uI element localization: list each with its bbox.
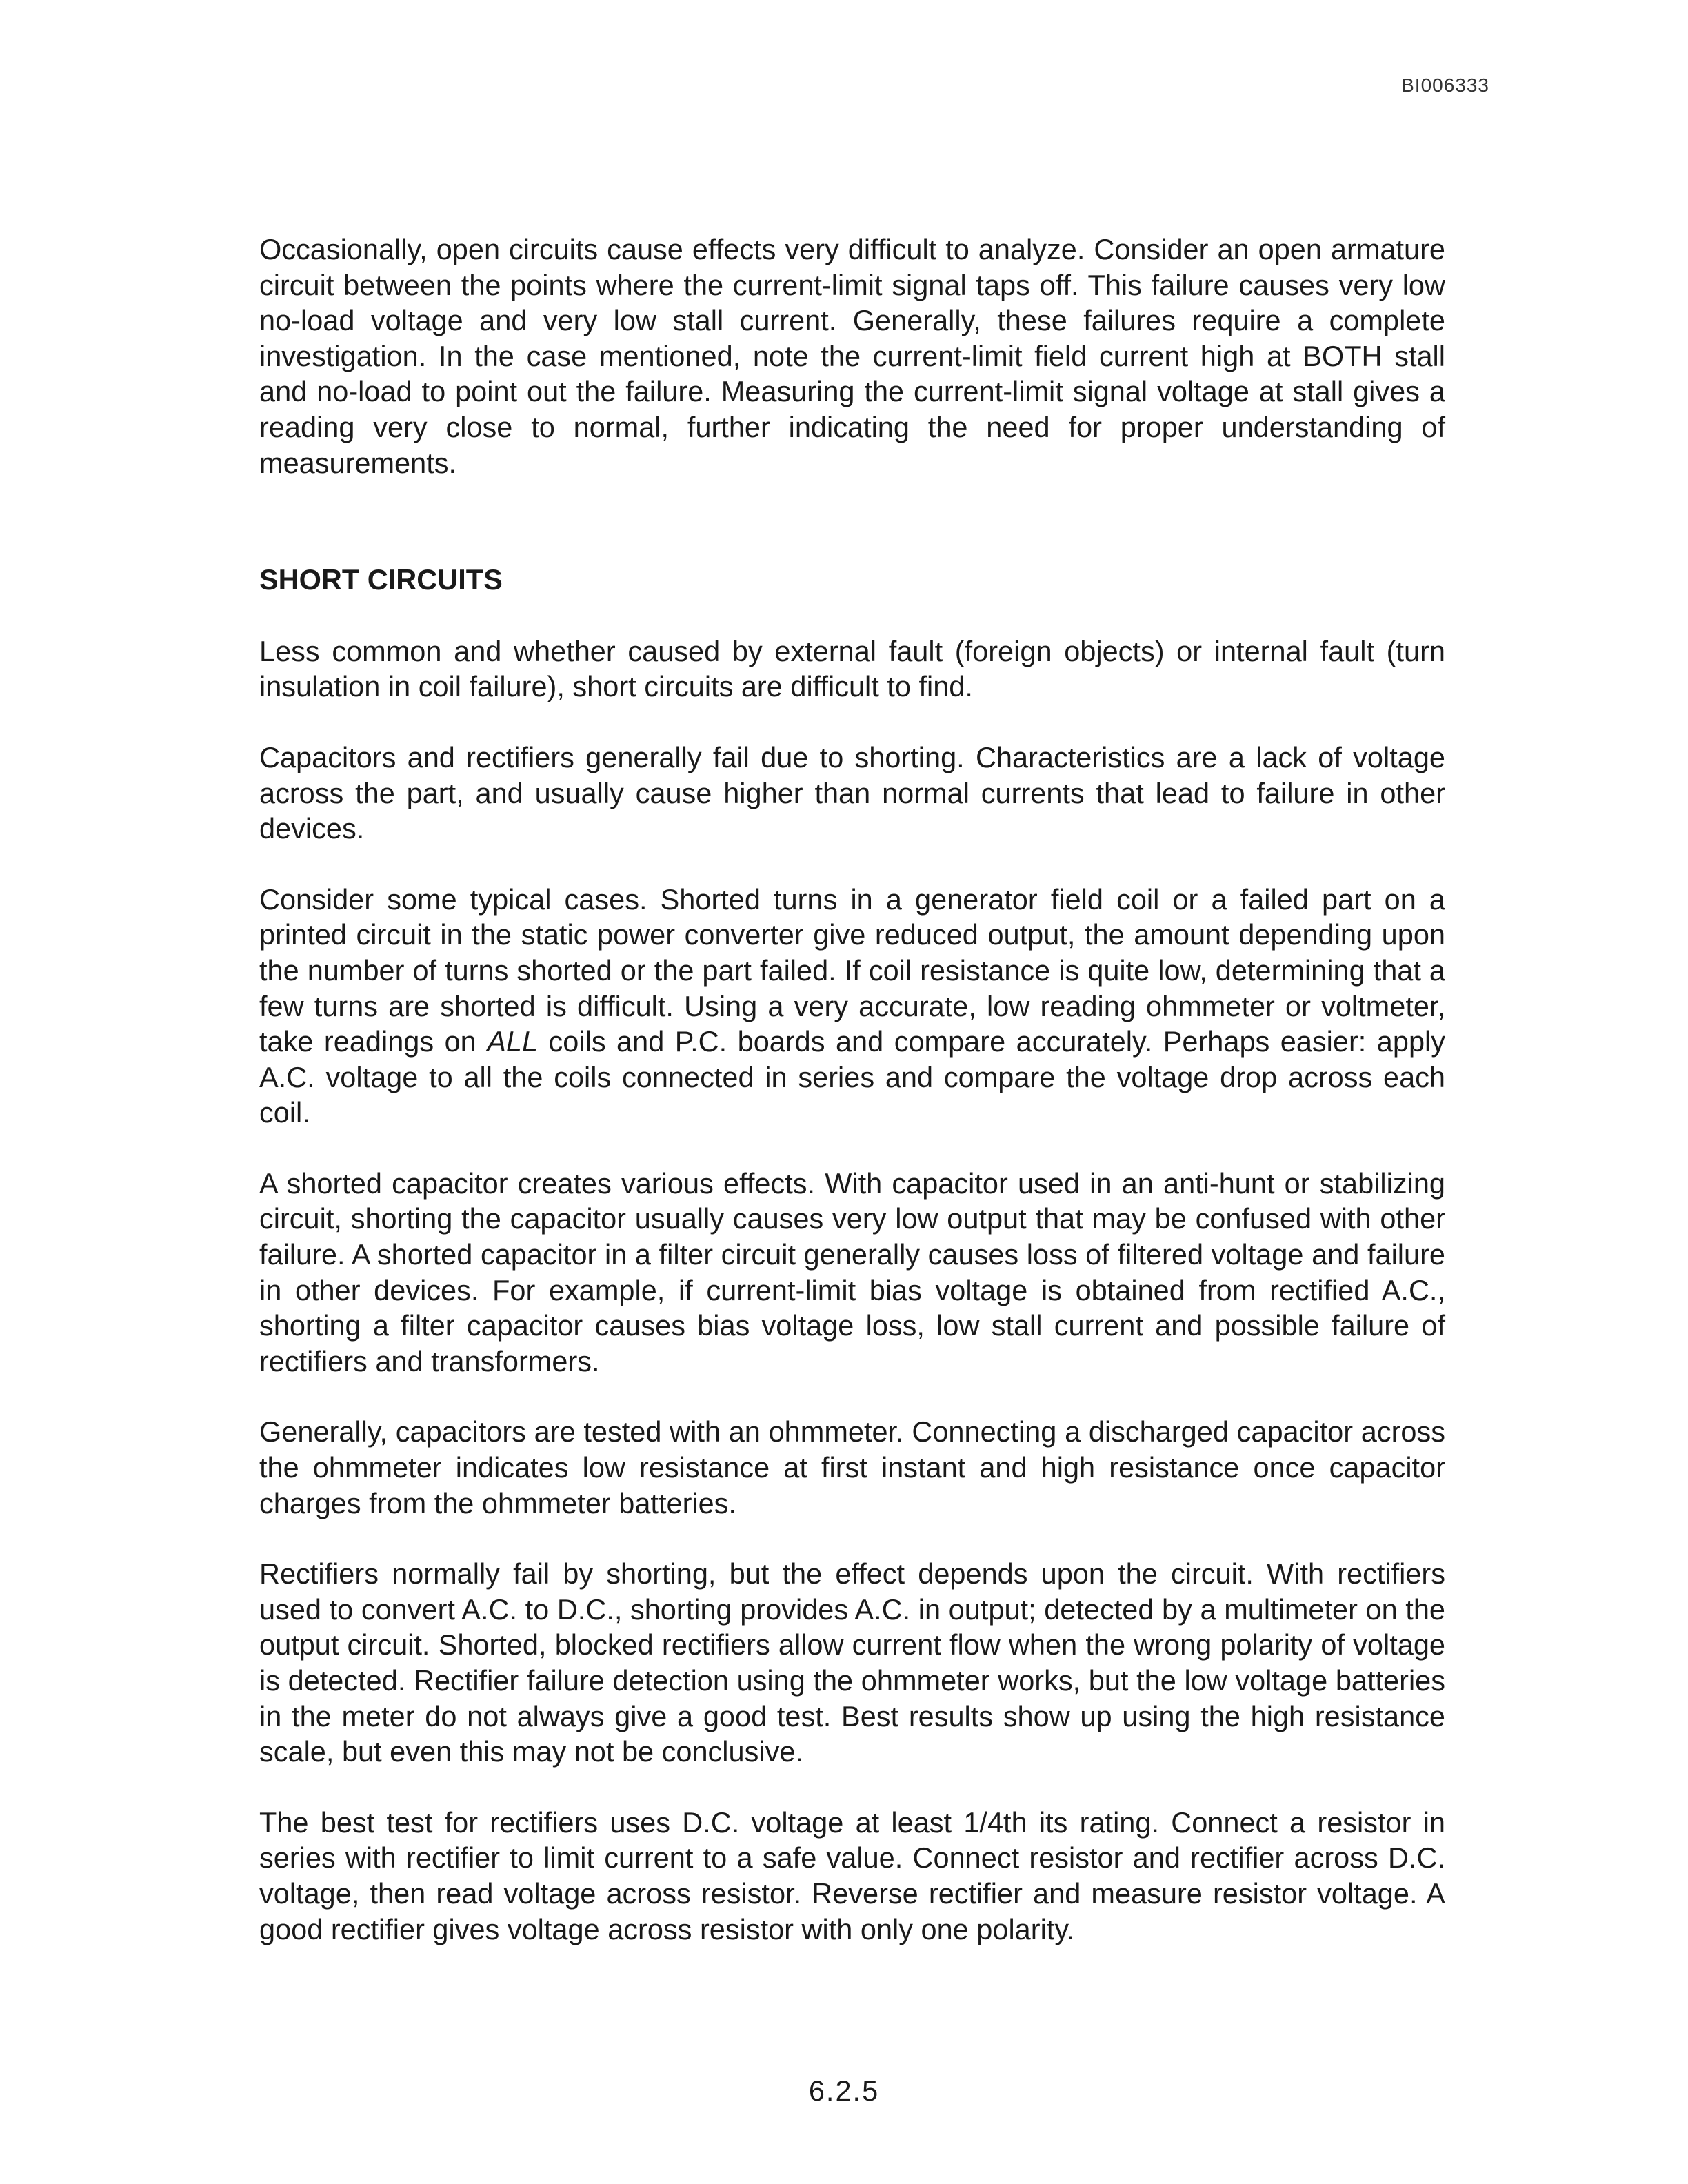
page-body (259, 232, 1445, 1982)
document-id: BI006333 (1401, 74, 1489, 96)
intro-paragraph: Occasionally, open circuits cause effects very difficult to analyze. Consider an open armature circuit between the points where the current-limit signal taps off. This failure causes very low no-load voltage and very low stall current. Generally, these failures require a complete investigation. In the case mentioned, note the current-limit field current high at BOTH stall and no-load to point out the failure. Measuring the current-limit signal voltage at stall gives a reading very close to normal, further indicating the need for proper understanding of measurements. (259, 233, 1445, 479)
paragraph-rectifier-test: The best test for rectifiers uses D.C. voltage at least 1/4th its rating. Connect a resistor in series with rectifier to limit current to a safe value. Connect resistor and rectifier across D.C. voltage, then read voltage across resistor. Reverse rectifier and measure resistor voltage. A good rectifier gives voltage across resistor with only one polarity. (259, 1806, 1445, 1945)
typical-cases-text-start: Consider some typical cases. Shorted turns in a generator field coil or a failed part on a printed circuit in the static power converter give reduced output, the amount depending upon the number of turns shorted or the part failed. If coil resistance is quite low, determining that a few turns are shorted is difficult. Using a very accurate, low reading ohmmeter or voltmeter, take readings on (259, 882, 1445, 1058)
typical-cases-text-end: coils and P.C. boards and compare accurately. Perhaps easier: apply A.C. voltage to all the coils connected in series and compare the voltage drop across each coil. (259, 1025, 1445, 1129)
paragraph-short-circuits-intro: Less common and whether caused by external fault (foreign objects) or internal fault (turn insulation in coil failure), short circuits are difficult to find. (259, 634, 1445, 703)
page-number: 6.2.5 (808, 2074, 880, 2107)
section-heading: SHORT CIRCUITS (259, 563, 503, 596)
typical-cases-emphasis: ALL (487, 1025, 539, 1058)
paragraph-capacitors-rectifiers: Capacitors and rectifiers generally fail due to shorting. Characteristics are a lack of voltage across the part, and usually cause higher than normal currents that lead to failure in other devices. (259, 740, 1445, 845)
paragraph-typical-cases (259, 882, 1445, 1131)
paragraph-capacitor-testing: Generally, capacitors are tested with an ohmmeter. Connecting a discharged capacitor across the ohmmeter indicates low resistance at first instant and high resistance once capacitor charges from the ohmmeter batteries. (259, 1415, 1445, 1519)
paragraph-shorted-capacitor: A shorted capacitor creates various effects. With capacitor used in an anti-hunt or stabilizing circuit, shorting the capacitor usually causes very low output that may be confused with other failure. A shorted capacitor in a filter circuit generally causes loss of filtered voltage and failure in other devices. For example, if current-limit bias voltage is obtained from rectified A.C., shorting a filter capacitor causes bias voltage loss, low stall current and possible failure of rectifiers and transformers. (259, 1166, 1445, 1377)
paragraph-rectifier-failure: Rectifiers normally fail by shorting, but the effect depends upon the circuit. With rectifiers used to convert A.C. to D.C., shorting provides A.C. in output; detected by a multimeter on the output circuit. Shorted, blocked rectifiers allow current flow when the wrong polarity of voltage is detected. Rectifier failure detection using the ohmmeter works, but the low voltage batteries in the meter do not always give a good test. Best results show up using the high resistance scale, but even this may not be conclusive. (259, 1557, 1445, 1768)
